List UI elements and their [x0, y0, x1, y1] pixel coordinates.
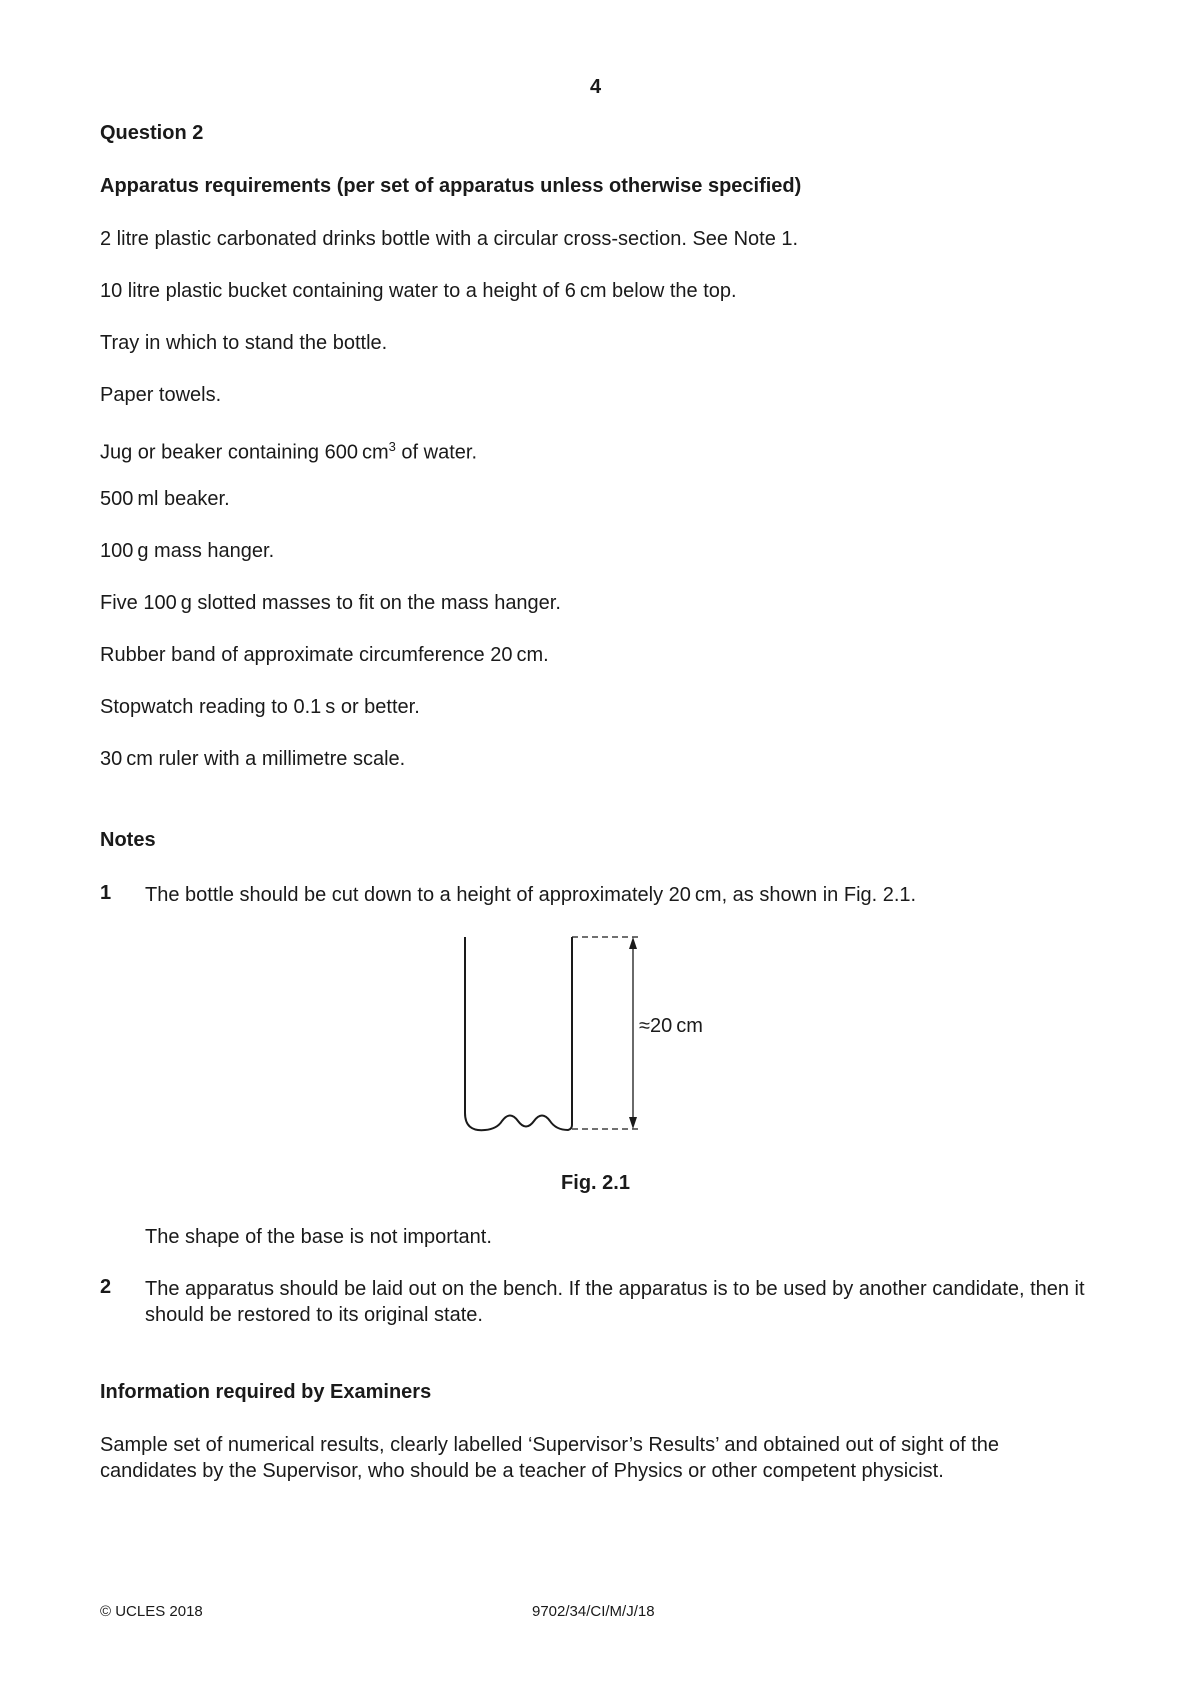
- examiners-heading: Information required by Examiners: [100, 1381, 432, 1403]
- page-number: 4: [589, 76, 602, 98]
- arrow-head-up: [629, 937, 637, 949]
- apparatus-rubber-band: Rubber band of approximate circumference 20 cm.: [100, 644, 549, 666]
- footer-code: 9702/34/CI/M/J/18: [532, 1603, 655, 1620]
- jug-superscript: 3: [388, 439, 396, 454]
- height-label: ≈20 cm: [639, 1015, 703, 1037]
- apparatus-masses: Five 100 g slotted masses to fit on the mass hanger.: [100, 592, 561, 614]
- apparatus-tray: Tray in which to stand the bottle.: [100, 332, 388, 354]
- footer-copyright: © UCLES 2018: [100, 1603, 203, 1620]
- apparatus-bucket: 10 litre plastic bucket containing water to a height of 6 cm below the top.: [100, 280, 737, 302]
- bottle-outline: [465, 937, 572, 1130]
- note-2-number: 2: [100, 1276, 112, 1298]
- apparatus-hanger: 100 g mass hanger.: [100, 540, 275, 562]
- arrow-head-down: [629, 1117, 637, 1129]
- jug-text-after: of water.: [395, 441, 478, 464]
- apparatus-bottle: 2 litre plastic carbonated drinks bottle with a circular cross-section. See Note 1.: [100, 228, 799, 250]
- figure-note: The shape of the base is not important.: [145, 1226, 492, 1248]
- examiners-text: Sample set of numerical results, clearly labelled ‘Supervisor’s Results’ and obtained out of sight of the candidates by the Supervisor, who should be a teacher of Physics or other competent physicist.: [100, 1434, 999, 1482]
- bottle-diagram: [440, 925, 740, 1140]
- apparatus-ruler: 30 cm ruler with a millimetre scale.: [100, 748, 406, 770]
- apparatus-stopwatch: Stopwatch reading to 0.1 s or better.: [100, 696, 420, 718]
- question-title: Question 2: [100, 122, 204, 144]
- notes-heading: Notes: [100, 829, 156, 851]
- figure-caption: Fig. 2.1: [561, 1172, 630, 1194]
- apparatus-heading: Apparatus requirements (per set of apparatus unless otherwise specified): [100, 175, 802, 197]
- apparatus-jug: [100, 434, 477, 466]
- apparatus-towels: Paper towels.: [100, 384, 222, 406]
- apparatus-beaker: 500 ml beaker.: [100, 488, 230, 510]
- note-2-text: The apparatus should be laid out on the bench. If the apparatus is to be used by another candidate, then it should be restored to its original state.: [145, 1278, 1085, 1326]
- note-1-text: The bottle should be cut down to a height of approximately 20 cm, as shown in Fig. 2.1.: [145, 884, 917, 906]
- note-1-number: 1: [100, 882, 112, 904]
- jug-text: Jug or beaker containing 600 cm: [100, 441, 389, 464]
